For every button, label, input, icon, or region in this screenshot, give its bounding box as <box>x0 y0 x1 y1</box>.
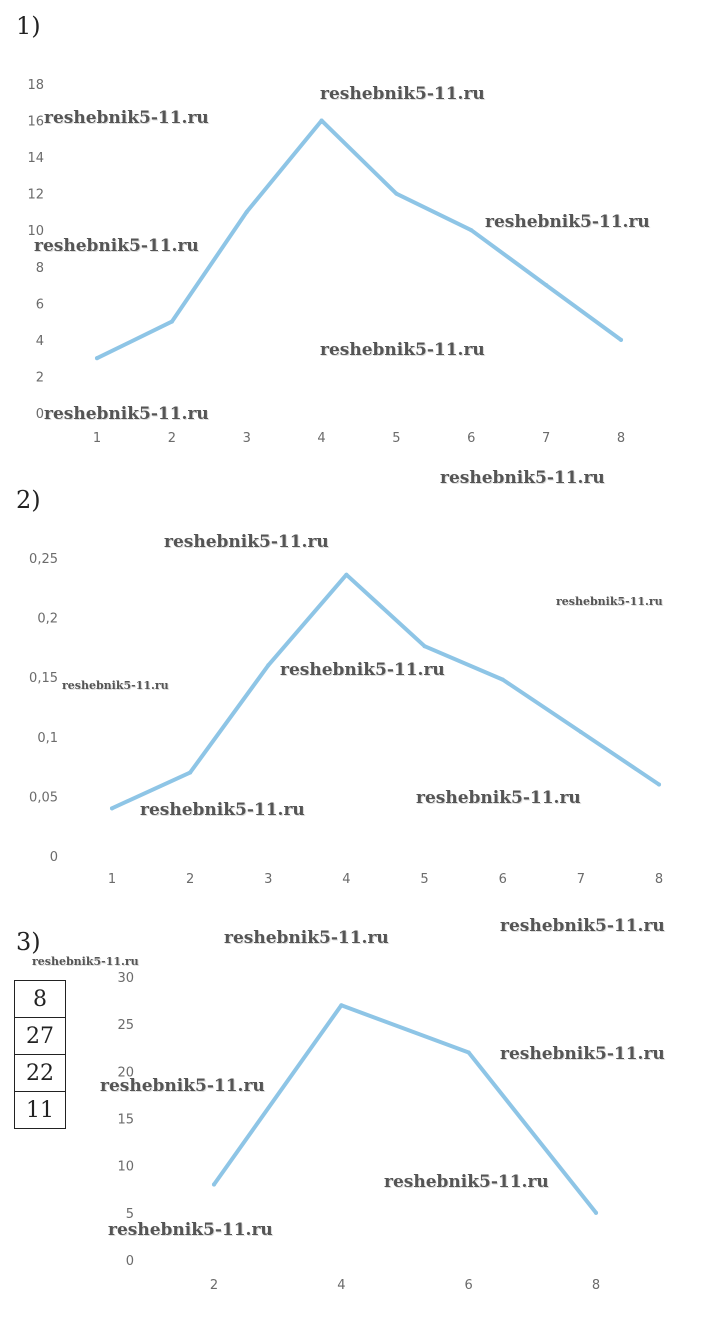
data-point <box>657 782 661 786</box>
y-tick-label: 14 <box>27 151 44 167</box>
x-tick-label: 5 <box>420 872 429 887</box>
watermark: reshebnik5-11.ru <box>440 468 605 488</box>
watermark: reshebnik5-11.ru <box>32 955 139 968</box>
x-tick-label: 6 <box>467 431 476 446</box>
data-point <box>212 1183 216 1187</box>
y-tick-label: 0,2 <box>37 611 58 627</box>
table-row <box>15 981 66 1018</box>
values-table <box>14 980 66 1129</box>
watermark: reshebnik5-11.ru <box>62 679 169 692</box>
data-point <box>501 678 505 682</box>
x-tick-label: 7 <box>576 872 585 887</box>
data-point <box>170 320 174 324</box>
watermark: reshebnik5-11.ru <box>108 1220 273 1240</box>
y-tick-label: 0,25 <box>29 552 58 567</box>
watermark: reshebnik5-11.ru <box>500 916 665 936</box>
y-tick-label: 15 <box>117 1112 134 1128</box>
y-tick-label: 10 <box>117 1159 134 1175</box>
watermark: reshebnik5-11.ru <box>384 1172 549 1192</box>
line-chart-1 <box>0 0 704 470</box>
x-tick-label: 4 <box>317 431 326 446</box>
table-cell: 27 <box>15 1018 66 1055</box>
x-tick-label: 2 <box>167 431 176 446</box>
x-tick-label: 6 <box>498 872 507 887</box>
data-point <box>266 663 270 667</box>
data-point <box>188 771 192 775</box>
watermark: reshebnik5-11.ru <box>44 404 209 424</box>
x-tick-label: 1 <box>107 872 117 887</box>
watermark: reshebnik5-11.ru <box>100 1076 265 1096</box>
data-point <box>423 644 427 648</box>
part-label-1: 1) <box>16 12 41 40</box>
y-tick-label: 0 <box>35 407 44 422</box>
line-chart-3 <box>0 910 704 1343</box>
x-tick-label: 7 <box>542 431 551 446</box>
table-row <box>15 1018 66 1055</box>
x-tick-label: 8 <box>654 872 664 887</box>
y-tick-label: 4 <box>35 333 44 349</box>
data-point <box>467 1050 471 1054</box>
table-cell: 11 <box>15 1092 66 1129</box>
x-tick-label: 8 <box>616 431 626 446</box>
watermark: reshebnik5-11.ru <box>320 340 485 360</box>
part-label-2: 2) <box>16 486 41 514</box>
y-tick-label: 12 <box>27 187 44 203</box>
data-point <box>594 1211 598 1215</box>
x-tick-label: 2 <box>209 1278 219 1293</box>
y-tick-label: 20 <box>117 1065 134 1081</box>
y-tick-label: 30 <box>117 971 134 986</box>
x-tick-label: 1 <box>92 431 102 446</box>
table-cell: 22 <box>15 1055 66 1092</box>
y-tick-label: 0,15 <box>29 671 58 687</box>
y-tick-label: 18 <box>27 78 44 93</box>
data-point <box>245 210 249 214</box>
data-point <box>344 573 348 577</box>
data-point <box>95 356 99 360</box>
watermark: reshebnik5-11.ru <box>280 660 445 680</box>
watermark: reshebnik5-11.ru <box>500 1044 665 1064</box>
y-tick-label: 0,05 <box>29 790 58 806</box>
y-tick-label: 0 <box>125 1254 134 1269</box>
watermark: reshebnik5-11.ru <box>140 800 305 820</box>
x-tick-label: 4 <box>337 1278 346 1293</box>
table-cell: 8 <box>15 981 66 1018</box>
data-point <box>579 730 583 734</box>
watermark: reshebnik5-11.ru <box>34 236 199 256</box>
watermark: reshebnik5-11.ru <box>224 928 389 948</box>
x-tick-label: 8 <box>591 1278 601 1293</box>
x-tick-label: 5 <box>392 431 401 446</box>
watermark: reshebnik5-11.ru <box>416 788 581 808</box>
watermark: reshebnik5-11.ru <box>44 108 209 128</box>
series-line <box>112 575 659 809</box>
table-row <box>15 1092 66 1129</box>
data-point <box>320 119 324 123</box>
y-tick-label: 5 <box>125 1206 134 1222</box>
watermark: reshebnik5-11.ru <box>320 84 485 104</box>
y-tick-label: 25 <box>117 1018 134 1034</box>
data-point <box>469 228 473 232</box>
table-row <box>15 1055 66 1092</box>
data-point <box>619 338 623 342</box>
y-tick-label: 2 <box>35 370 44 386</box>
data-point <box>544 283 548 287</box>
y-tick-label: 8 <box>35 260 44 276</box>
part-label-3: 3) <box>16 928 41 956</box>
y-tick-label: 0 <box>49 850 58 865</box>
x-tick-label: 4 <box>342 872 351 887</box>
x-tick-label: 3 <box>242 431 251 446</box>
y-tick-label: 0,1 <box>37 730 58 746</box>
x-tick-label: 3 <box>264 872 273 887</box>
y-tick-label: 16 <box>27 114 44 130</box>
data-point <box>110 806 114 810</box>
watermark: reshebnik5-11.ru <box>485 212 650 232</box>
y-tick-label: 10 <box>27 224 44 240</box>
y-tick-label: 6 <box>35 297 44 313</box>
data-point <box>394 192 398 196</box>
watermark: reshebnik5-11.ru <box>164 532 329 552</box>
x-tick-label: 6 <box>464 1278 473 1293</box>
x-tick-label: 2 <box>186 872 195 887</box>
watermark: reshebnik5-11.ru <box>556 595 663 608</box>
data-point <box>339 1003 343 1007</box>
